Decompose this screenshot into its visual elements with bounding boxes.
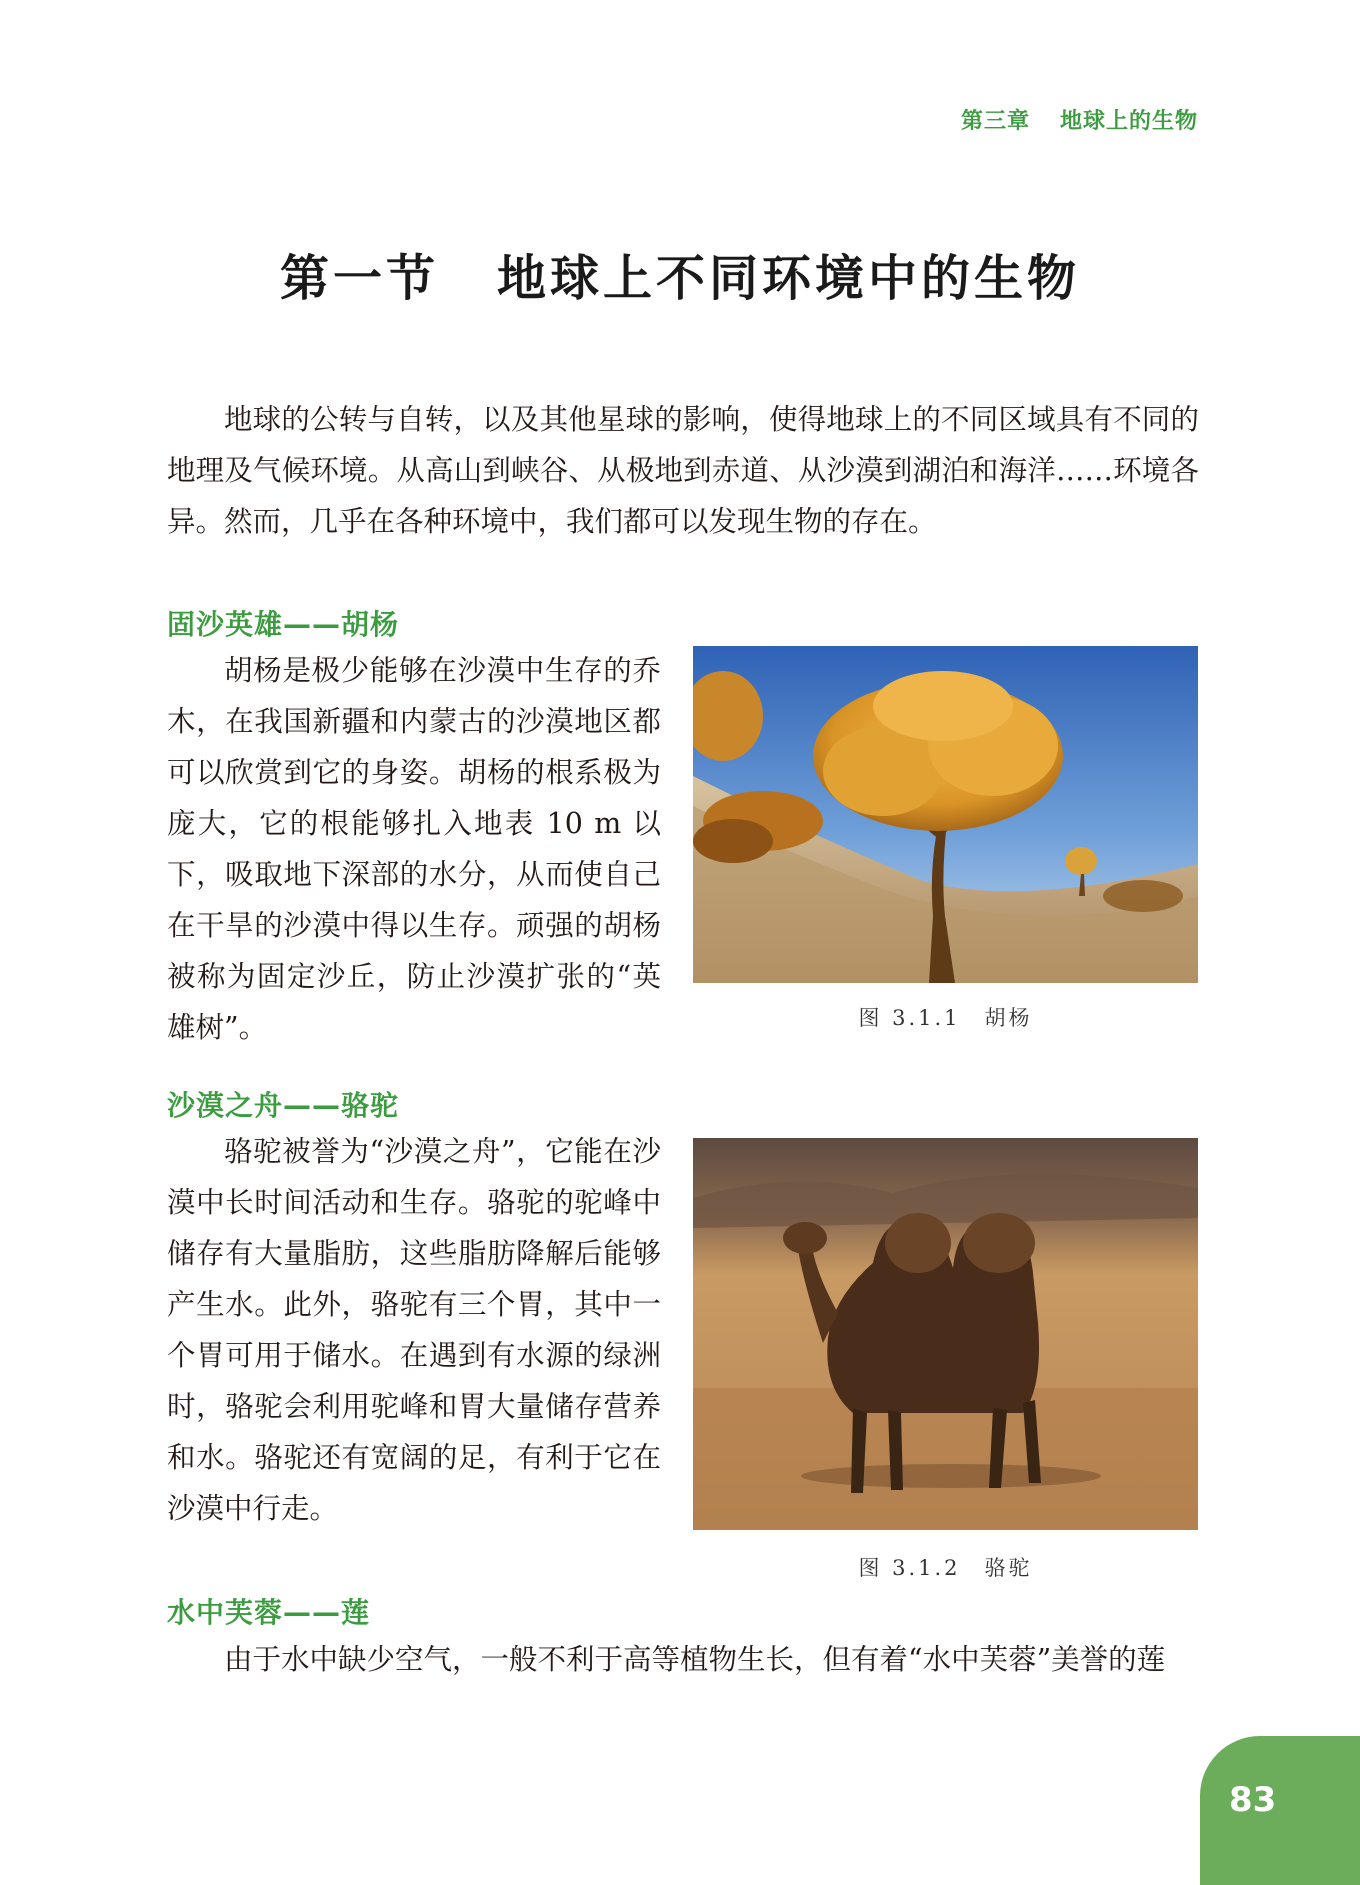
section-number: 第一节 xyxy=(279,250,439,307)
camel-photo xyxy=(693,1138,1198,1530)
poplar-figure-caption xyxy=(693,1002,1198,1032)
chapter-number: 第三章 xyxy=(960,109,1030,134)
figure-number: 图 3.1.1 xyxy=(858,1006,961,1030)
poplar-paragraph: 胡杨是极少能够在沙漠中生存的乔木，在我国新疆和内蒙古的沙漠地区都可以欣赏到它的身姿。胡杨的根系极为庞大，它的根能够扎入地表 10 m 以下，吸取地下深部的水分，从而使自己在干旱的沙漠中得以生存。顽强的胡杨被称为固定沙丘，防止沙漠扩张的“英雄树”。 xyxy=(167,654,661,1044)
figure-label: 骆驼 xyxy=(984,1556,1033,1580)
intro-paragraph: 地球的公转与自转，以及其他星球的影响，使得地球上的不同区域具有不同的地理及气候环境。从高山到峡谷、从极地到赤道、从沙漠到湖泊和海洋……环境各异。然而，几乎在各种环境中，我们都可以发现生物的存在。 xyxy=(167,403,1199,538)
chapter-title: 地球上的生物 xyxy=(1059,109,1198,134)
figure-label: 胡杨 xyxy=(984,1006,1033,1030)
camel-figure-caption xyxy=(693,1552,1198,1582)
section-title xyxy=(0,240,1360,310)
section-name: 地球上不同环境中的生物 xyxy=(497,250,1081,307)
page-number-tab xyxy=(1200,1736,1360,1885)
poplar-photo xyxy=(693,646,1198,983)
lotus-heading: 水中芙蓉——莲 xyxy=(167,1596,371,1629)
page-number: 83 xyxy=(1229,1780,1277,1820)
figure-number: 图 3.1.2 xyxy=(858,1556,961,1580)
chapter-header xyxy=(961,104,1198,135)
camel-paragraph: 骆驼被誉为“沙漠之舟”，它能在沙漠中长时间活动和生存。骆驼的驼峰中储存有大量脂肪，这些脂肪降解后能够产生水。此外，骆驼有三个胃，其中一个胃可用于储水。在遇到有水源的绿洲时，骆驼会利用驼峰和胃大量储存营养和水。骆驼还有宽阔的足，有利于它在沙漠中行走。 xyxy=(167,1135,661,1525)
camel-heading: 沙漠之舟——骆驼 xyxy=(167,1089,400,1122)
poplar-heading: 固沙英雄——胡杨 xyxy=(167,608,400,641)
lotus-paragraph: 由于水中缺少空气，一般不利于高等植物生长，但有着“水中芙蓉”美誉的莲 xyxy=(224,1643,1166,1676)
